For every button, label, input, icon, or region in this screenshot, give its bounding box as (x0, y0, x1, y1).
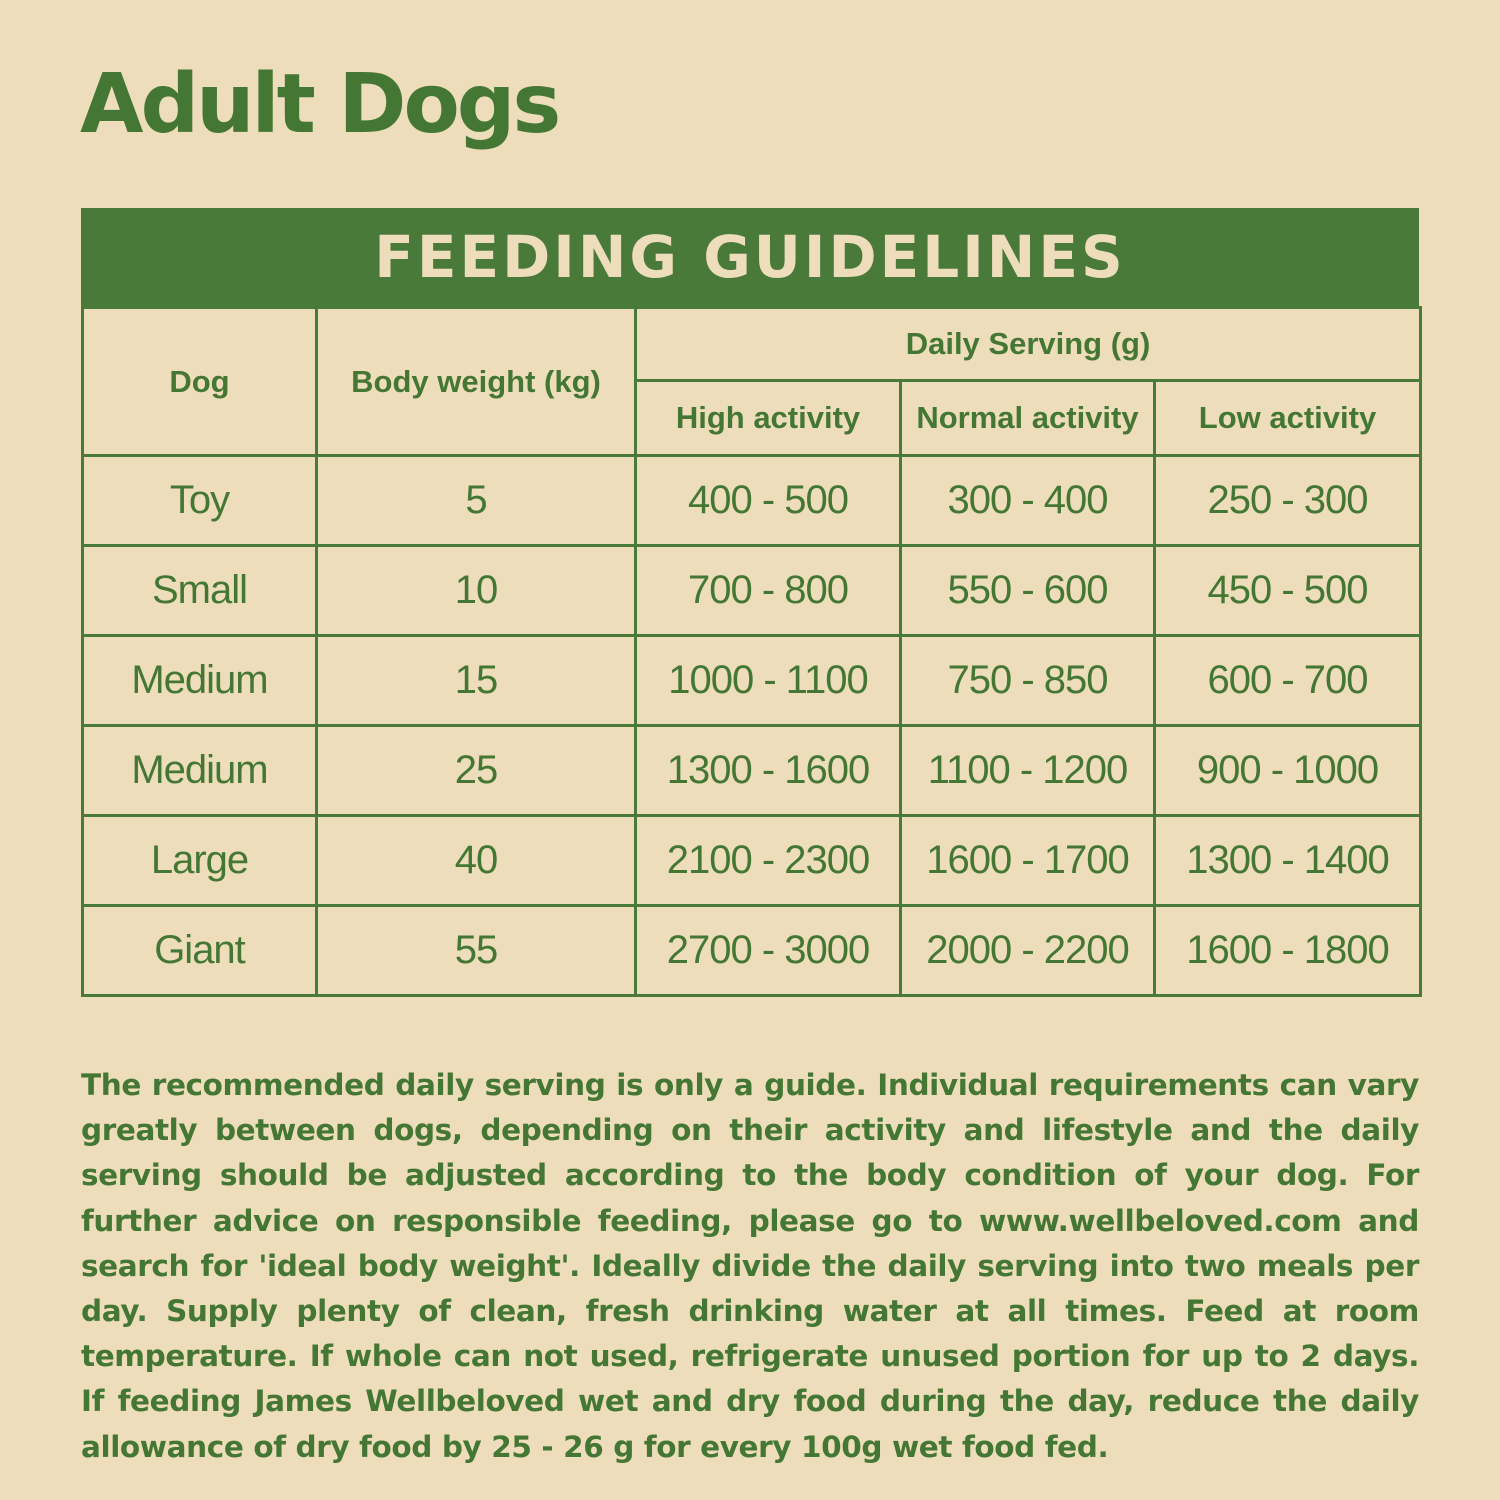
cell-low: 600 - 700 (1155, 636, 1421, 726)
cell-dog: Medium (83, 636, 317, 726)
cell-high: 1300 - 1600 (636, 726, 901, 816)
table-row (83, 816, 1421, 906)
feeding-table (81, 306, 1422, 997)
cell-high: 700 - 800 (636, 546, 901, 636)
table-row (83, 456, 1421, 546)
cell-normal: 550 - 600 (901, 546, 1155, 636)
cell-dog: Medium (83, 726, 317, 816)
header-daily-serving: Daily Serving (g) (636, 308, 1421, 381)
header-body-weight: Body weight (kg) (317, 308, 636, 456)
header-high-activity: High activity (636, 381, 901, 456)
feeding-guidelines-table (81, 208, 1419, 997)
table-row (83, 546, 1421, 636)
cell-dog: Small (83, 546, 317, 636)
cell-weight: 5 (317, 456, 636, 546)
cell-dog: Toy (83, 456, 317, 546)
cell-weight: 25 (317, 726, 636, 816)
cell-high: 2700 - 3000 (636, 906, 901, 996)
feeding-notes: The recommended daily serving is only a guide. Individual requirements can vary greatly between dogs, depending on their activity and lifestyle and the daily serving should be adjusted according to the body condition of your dog. For further advice on responsible feeding, please go to www.wellbeloved.com and search for 'ideal body weight'. Ideally divide the daily serving into two meals per day. Supply plenty of clean, fresh drinking water at all times. Feed at room temperature. If whole can not used, refrigerate unused portion for up to 2 days. If feeding James Wellbeloved wet and dry food during the day, reduce the daily allowance of dry food by 25 - 26 g for every 100g wet food fed. (81, 1068, 1419, 1464)
header-dog: Dog (83, 308, 317, 456)
cell-dog: Giant (83, 906, 317, 996)
table-row (83, 726, 1421, 816)
cell-weight: 10 (317, 546, 636, 636)
cell-low: 900 - 1000 (1155, 726, 1421, 816)
cell-normal: 2000 - 2200 (901, 906, 1155, 996)
cell-normal: 1100 - 1200 (901, 726, 1155, 816)
cell-low: 450 - 500 (1155, 546, 1421, 636)
page-title: Adult Dogs (80, 57, 559, 152)
cell-high: 400 - 500 (636, 456, 901, 546)
cell-normal: 750 - 850 (901, 636, 1155, 726)
cell-weight: 55 (317, 906, 636, 996)
cell-weight: 40 (317, 816, 636, 906)
cell-low: 1300 - 1400 (1155, 816, 1421, 906)
header-low-activity: Low activity (1155, 381, 1421, 456)
cell-high: 2100 - 2300 (636, 816, 901, 906)
table-row (83, 636, 1421, 726)
header-normal-activity: Normal activity (901, 381, 1155, 456)
cell-normal: 300 - 400 (901, 456, 1155, 546)
cell-dog: Large (83, 816, 317, 906)
cell-low: 250 - 300 (1155, 456, 1421, 546)
table-row (83, 906, 1421, 996)
table-banner: FEEDING GUIDELINES (81, 208, 1419, 306)
cell-normal: 1600 - 1700 (901, 816, 1155, 906)
cell-low: 1600 - 1800 (1155, 906, 1421, 996)
cell-weight: 15 (317, 636, 636, 726)
cell-high: 1000 - 1100 (636, 636, 901, 726)
